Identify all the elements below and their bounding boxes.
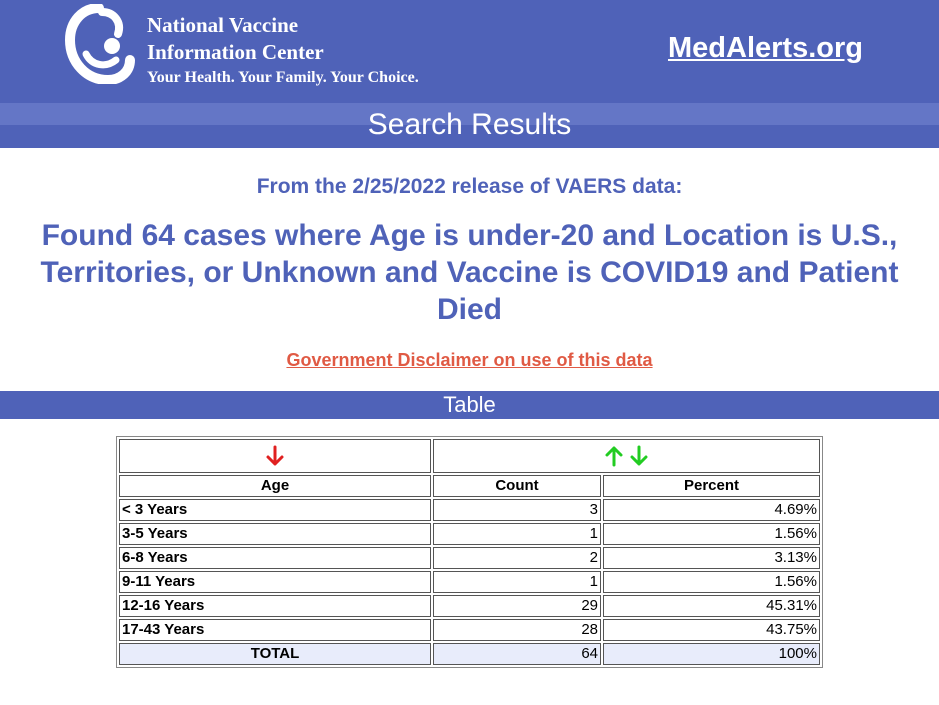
count-cell: 1 xyxy=(433,571,601,593)
age-cell: 12-16 Years xyxy=(119,595,431,617)
age-cell: < 3 Years xyxy=(119,499,431,521)
table-row xyxy=(119,523,820,545)
table-row xyxy=(119,595,820,617)
section-title: Table xyxy=(0,391,939,419)
tagline: Your Health. Your Family. Your Choice. xyxy=(147,69,419,86)
count-sort-cell xyxy=(433,439,820,473)
age-cell: 6-8 Years xyxy=(119,547,431,569)
age-sort-cell xyxy=(119,439,431,473)
org-name-line2: Information Center xyxy=(147,40,324,64)
table-header-row xyxy=(119,475,820,497)
percent-cell: 1.56% xyxy=(603,571,820,593)
age-cell: 3-5 Years xyxy=(119,523,431,545)
total-row xyxy=(119,643,820,665)
total-count: 64 xyxy=(433,643,601,665)
total-percent: 100% xyxy=(603,643,820,665)
org-name xyxy=(147,12,419,89)
age-cell: 9-11 Years xyxy=(119,571,431,593)
sort-down-arrow-icon[interactable] xyxy=(629,444,649,468)
count-cell: 1 xyxy=(433,523,601,545)
disclaimer-link[interactable]: Government Disclaimer on use of this data xyxy=(286,350,653,370)
age-cell: 17-43 Years xyxy=(119,619,431,641)
page-title: Search Results xyxy=(367,108,572,141)
disclaimer xyxy=(0,350,939,371)
release-info: From the 2/25/2022 release of VAERS data: xyxy=(256,175,683,198)
column-header-percent: Percent xyxy=(603,475,820,497)
sort-down-arrow-icon[interactable] xyxy=(265,444,285,468)
count-cell: 28 xyxy=(433,619,601,641)
percent-cell: 4.69% xyxy=(603,499,820,521)
medalerts-link[interactable]: MedAlerts.org xyxy=(668,32,863,64)
sort-up-arrow-icon[interactable] xyxy=(604,444,624,468)
org-name-line1: National Vaccine xyxy=(147,13,299,37)
table-row xyxy=(119,547,820,569)
count-cell: 2 xyxy=(433,547,601,569)
percent-cell: 3.13% xyxy=(603,547,820,569)
mother-child-logo-icon[interactable] xyxy=(62,4,136,84)
percent-cell: 1.56% xyxy=(603,523,820,545)
count-cell: 3 xyxy=(433,499,601,521)
site-header xyxy=(0,0,939,103)
search-summary: Found 64 cases where Age is under-20 and Location is U.S., Territories, or Unknown and Vaccine is COVID19 and Patient Died xyxy=(40,219,899,326)
sort-row xyxy=(119,439,820,473)
title-band xyxy=(0,103,939,148)
count-cell: 29 xyxy=(433,595,601,617)
total-label: TOTAL xyxy=(119,643,431,665)
table-row xyxy=(119,571,820,593)
results-table xyxy=(116,436,823,668)
table-row xyxy=(119,499,820,521)
percent-cell: 45.31% xyxy=(603,595,820,617)
results-table-container xyxy=(116,436,823,668)
column-header-count: Count xyxy=(433,475,601,497)
table-row xyxy=(119,619,820,641)
percent-cell: 43.75% xyxy=(603,619,820,641)
column-header-age: Age xyxy=(119,475,431,497)
